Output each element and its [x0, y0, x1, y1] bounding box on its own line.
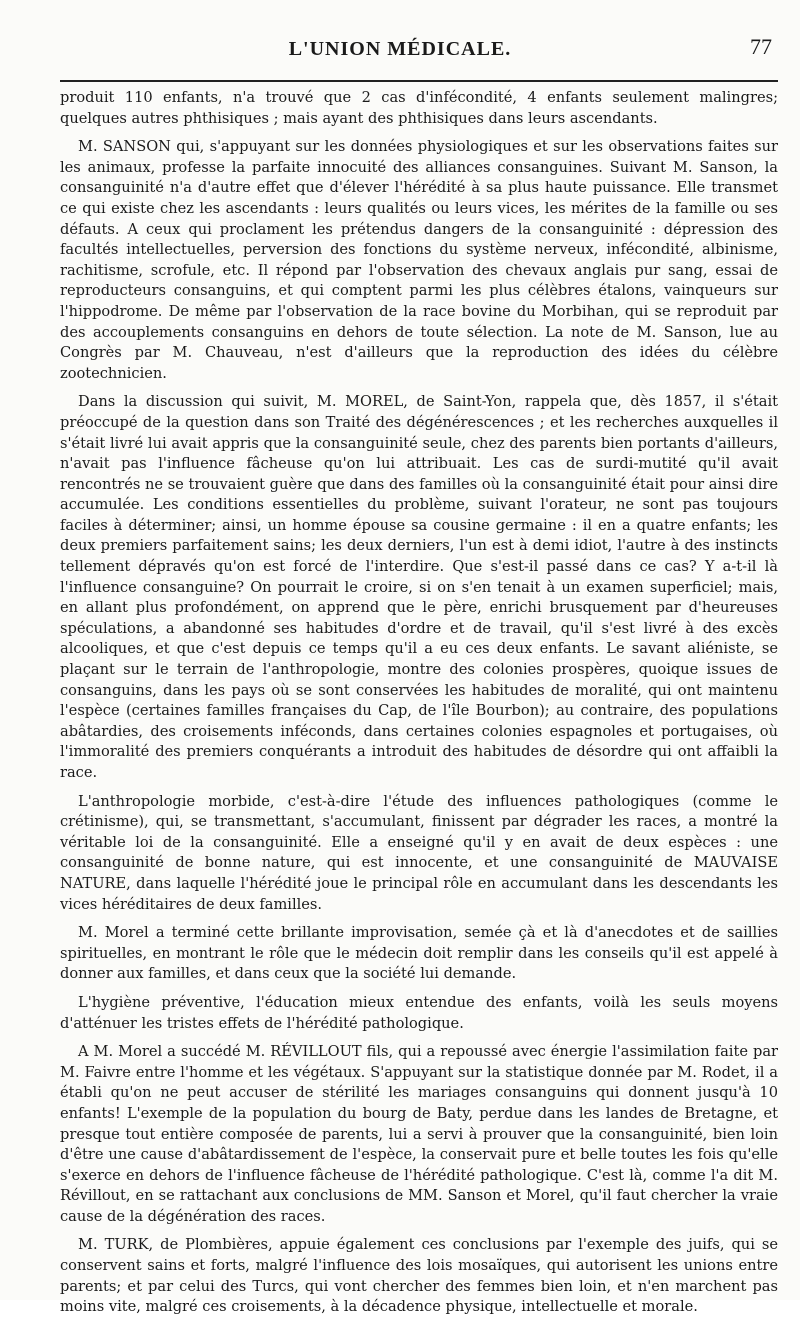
paragraph-turk: M. TURK, de Plombières, appuie également ces conclusions par l'exemple des juifs, qui se conservent sains et forts, malgré l'influence des lois mosaïques, qui autorisent les unions entre parents; et par celui des Turcs, qui vont chercher des femmes bien loin, et n'en marchent pas moins vite, malgré ces croisements, à la décadence physique, intellectuelle et morale.	[60, 1236, 778, 1316]
page-number: 77	[750, 34, 772, 59]
paragraph-revillout: A M. Morel a succédé M. RÉVILLOUT fils, qui a repoussé avec énergie l'assimilation faite par M. Faivre entre l'homme et les végétaux. S'appuyant sur la statistique donnée par M. Rodet, il a établi qu'on ne peut accuser de stérilité les mariages consanguins qui donnent jusqu'à 10 enfants! L'exemple de la population du bourg de Baty, perdue dans les landes de Bretagne, et presque tout entière composée de parents, lui a servi à prouver que la consanguinité, bien loin d'être une cause d'abâtardissement de l'espèce, la conservait pure et belle toutes les fois qu'elle s'exerce en dehors de l'influence fâcheuse de l'hérédité pathologique. C'est là, comme l'a dit M. Révillout, en se rattachant aux conclusions de MM. Sanson et Morel, qu'il faut chercher la vraie cause de la dégénération des races.	[60, 1043, 778, 1225]
journal-title: L'UNION MÉDICALE.	[288, 38, 512, 60]
running-header	[0, 34, 800, 74]
paragraph-sanson: M. SANSON qui, s'appuyant sur les données physiologiques et sur les observations faites sur les animaux, professe la parfaite innocuité des alliances consanguines. Suivant M. Sanson, la consanguinité n'a d'autre effet que d'élever l'hérédité à sa plus haute puissance. Elle transmet ce qui existe chez les ascendants : leurs qualités ou leurs vices, les mérites de la famille ou ses défauts. A ceux qui proclament les prétendus dangers de la consanguinité : dépression des facultés intellectuelles, perversion des fonctions du système nerveux, infécondité, albinisme, rachitisme, scrofule, etc. Il répond par l'observation des chevaux anglais pur sang, essai de reproducteurs consanguins, et qui comptent parmi les plus célèbres étalons, vainqueurs sur l'hippodrome. De même par l'observation de la race bovine du Morbihan, qui se reproduit par des accouplements consanguins en dehors de toute sélection. La note de M. Sanson, lue au Congrès par M. Chauveau, n'est d'ailleurs que la reproduction des idées du célèbre zootechnicien.	[60, 138, 778, 382]
header-rule	[60, 80, 778, 82]
article-body	[60, 88, 778, 1316]
paragraph-morel-conclusion: M. Morel a terminé cette brillante improvisation, semée çà et là d'anecdotes et de saillies spirituelles, en montrant le rôle que le médecin doit remplir dans les conseils qu'il est appelé à donner aux familles, et dans ceux que la société lui demande.	[60, 924, 778, 983]
paragraph-preventive-hygiene: L'hygiène préventive, l'éducation mieux entendue des enfants, voilà les seuls moyens d'atténuer les tristes effets de l'hérédité pathologique.	[60, 993, 778, 1032]
paragraph-continuation: produit 110 enfants, n'a trouvé que 2 cas d'infécondité, 4 enfants seulement malingres; quelques autres phthisiques ; mais ayant des phthisiques dans leurs ascendants.	[60, 89, 778, 127]
paragraph-morel-discussion: Dans la discussion qui suivit, M. MOREL, de Saint-Yon, rappela que, dès 1857, il s'était préoccupé de la question dans son Traité des dégénérescences ; et les recherches auxquelles il s'était livré lui avait appris que la consanguinité seule, chez des parents bien portants d'ailleurs, n'avait pas l'influence fâcheuse qu'on lui attribuait. Les cas de surdi-mutité qu'il avait rencontrés ne se trouvaient guère que dans des familles où la consanguinité était pour ainsi dire accumulée. Les conditions essentielles du problème, suivant l'orateur, ne sont pas toujours faciles à déterminer; ainsi, un homme épouse sa cousine germaine : il en a quatre enfants; les deux premiers parfaitement sains; les deux derniers, l'un est à demi idiot, l'autre à des instincts tellement dépravés qu'on est forcé de l'interdire. Que s'est-il passé dans ce cas? Y a-t-il là l'influence consanguine? On pourrait le croire, si on s'en tenait à un examen superficiel; mais, en allant plus profondément, on apprend que le père, enrichi brusquement par d'heureuses spéculations, a abandonné ses habitudes d'ordre et de travail, qu'il s'est livré à des excès alcooliques, et que c'est depuis ce temps qu'il a eu ces deux enfants. Le savant aliéniste, se plaçant sur le terrain de l'anthropologie, montre des colonies prospères, quoique issues de consanguins, dans les pays où se sont conservées les habitudes de moralité, qui ont maintenu l'espèce (certaines familles françaises du Cap, de l'île Bourbon); au contraire, des populations abâtardies, des croisements inféconds, dans certaines colonies espagnoles et portugaises, où l'immoralité des premiers conquérants a introduit des habitudes de désordre qui ont affaibli la race.	[60, 393, 778, 781]
paragraph-morbid-anthropology: L'anthropologie morbide, c'est-à-dire l'étude des influences pathologiques (comme le crétinisme), qui, se transmettant, s'accumulant, finissent par dégrader les races, a montré la véritable loi de la consanguinité. Elle a enseigné qu'il y en avait de deux espèces : une consanguinité de bonne nature, qui est innocente, et une consanguinité de MAUVAISE NATURE, dans laquelle l'hérédité joue le principal rôle en accumulant dans les descendants les vices héréditaires de deux familles.	[60, 792, 778, 913]
